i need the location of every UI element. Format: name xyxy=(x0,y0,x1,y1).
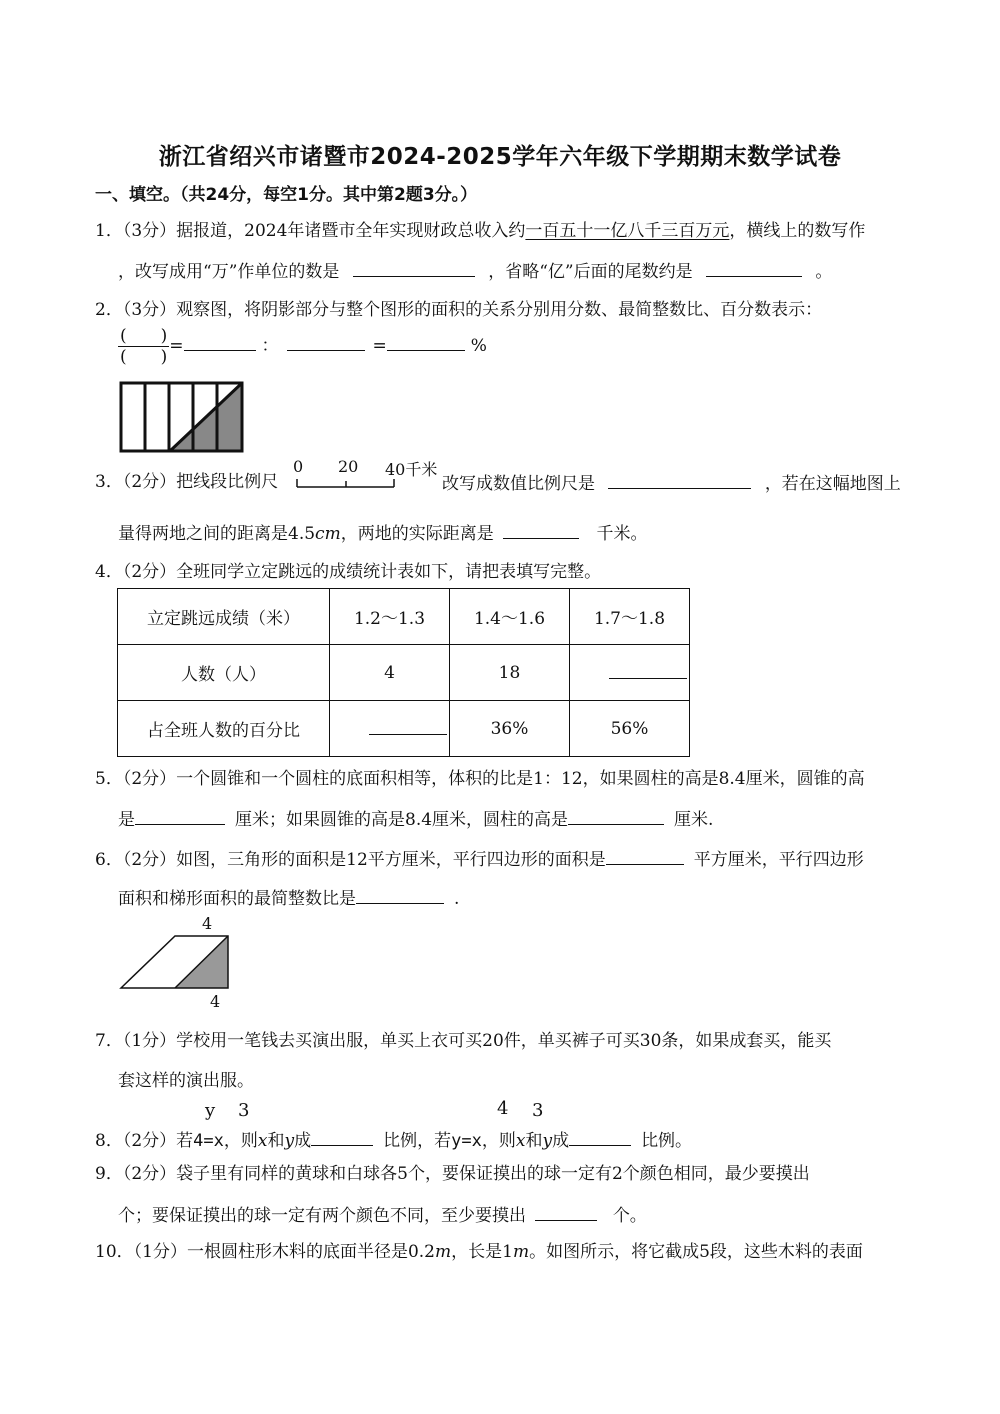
fraction-blank[interactable]: $\frac{( )}{( )}$ xyxy=(120,326,168,367)
question-number: 2． xyxy=(95,300,123,320)
question-number: 8． xyxy=(95,1131,123,1151)
answer-blank[interactable] xyxy=(706,259,802,277)
table-cell: 立定跳远成绩（米） xyxy=(118,589,330,645)
question-number: 4． xyxy=(95,562,123,582)
fraction-3-numerator: 4 xyxy=(497,1098,509,1119)
table-cell: 1.2～1.3 xyxy=(330,589,450,645)
answer-blank[interactable] xyxy=(287,333,365,351)
question-number: 1． xyxy=(95,221,123,241)
question-1-line-2: ，改写成用“万”作单位的数是 ，省略“亿”后面的尾数约是 。 xyxy=(118,259,832,283)
answer-blank[interactable] xyxy=(369,717,447,735)
answer-blank[interactable] xyxy=(606,847,684,865)
answer-blank[interactable] xyxy=(311,1128,373,1146)
question-9-line-2: 个；要保证摸出的球一定有两个颜色不同，至少要摸出 个。 xyxy=(118,1203,647,1227)
answer-blank[interactable] xyxy=(535,1203,597,1221)
table-cell: 1.7～1.8 xyxy=(570,589,690,645)
table-row xyxy=(118,701,690,757)
question-number: 9． xyxy=(95,1164,123,1184)
question-number: 7． xyxy=(95,1031,123,1051)
question-6-line-2: 面积和梯形面积的最简整数比是 . xyxy=(118,886,459,910)
table-cell: 1.4～1.6 xyxy=(450,589,570,645)
answer-blank[interactable] xyxy=(184,333,256,351)
question-3-line-2: 量得两地之间的距离是4.5cm，两地的实际距离是 千米。 xyxy=(118,521,648,545)
line-scale-bar xyxy=(294,477,398,489)
answer-blank[interactable] xyxy=(503,521,579,539)
table-row xyxy=(118,645,690,701)
answer-blank[interactable] xyxy=(609,661,687,679)
section-heading: 一、填空。（共24分，每空1分。其中第2题3分。） xyxy=(95,185,478,205)
question-8-line: 8．（2分）若4=x，则x和y成 比例，若y=x，则x和y成 比例。 xyxy=(95,1128,692,1152)
question-2-text: 2．（3分）观察图，将阴影部分与整个图形的面积的关系分别用分数、最简整数比、百分数表示： xyxy=(95,300,823,320)
question-6-line-1: 6．（2分）如图，三角形的面积是12平方厘米，平行四边形的面积是 平方厘米，平行四边形 xyxy=(95,847,864,871)
page-title: 浙江省绍兴市诸暨市2024-2025学年六年级下学期期末数学试卷 xyxy=(158,144,842,170)
question-5-line-2: 是 厘米；如果圆锥的高是8.4厘米，圆柱的高是 厘米. xyxy=(118,807,713,831)
answer-blank[interactable] xyxy=(568,807,664,825)
table-header-row xyxy=(118,589,690,645)
question-5-line-1: 5．（2分）一个圆锥和一个圆柱的底面积相等，体积的比是1：12，如果圆柱的高是8.4厘米，圆锥的高 xyxy=(95,769,865,789)
question-number: 5． xyxy=(95,769,123,789)
table-cell: 18 xyxy=(450,645,570,701)
question-7-line-1: 7．（1分）学校用一笔钱去买演出服，单买上衣可买20件，单买裤子可买30条，如果成套买，能买 xyxy=(95,1031,832,1051)
question-2-answer-row: $\frac{( )}{( )}$ = ： = % xyxy=(120,326,487,367)
answer-blank[interactable] xyxy=(608,471,751,489)
answer-blank[interactable] xyxy=(356,886,444,904)
figure-bottom-label: 4 xyxy=(210,992,221,1011)
question-1-line-1: 1．（3分）据报道，2024年诸暨市全年实现财政总收入约一百五十一亿八千三百万元，横线上的数写作 xyxy=(95,221,866,241)
table-cell: 56% xyxy=(570,701,690,757)
question-4-text: 4．（2分）全班同学立定跳远的成绩统计表如下，请把表填写完整。 xyxy=(95,562,602,582)
question-number: 6． xyxy=(95,850,123,870)
question-number: 3． xyxy=(95,472,123,492)
trapezoid-figure xyxy=(118,932,232,992)
shaded-rectangle-figure xyxy=(118,380,246,454)
table-cell xyxy=(330,701,450,757)
scale-bar-label-40: 40千米 xyxy=(385,460,438,479)
underlined-amount: 一百五十一亿八千三百万元 xyxy=(525,221,730,241)
figure-top-label: 4 xyxy=(202,914,213,933)
fraction-4-numerator: 3 xyxy=(532,1100,544,1121)
table-cell: 4 xyxy=(330,645,450,701)
answer-blank[interactable] xyxy=(569,1128,631,1146)
table-cell: 占全班人数的百分比 xyxy=(118,701,330,757)
question-number: 10． xyxy=(95,1242,134,1262)
scale-bar-label-20: 20 xyxy=(338,457,359,476)
question-3-line-1-cont: 改写成数值比例尺是 ，若在这幅地图上 xyxy=(442,471,901,495)
answer-blank[interactable] xyxy=(135,807,225,825)
table-cell: 人数（人） xyxy=(118,645,330,701)
answer-blank[interactable] xyxy=(387,333,465,351)
question-9-line-1: 9．（2分）袋子里有同样的黄球和白球各5个，要保证摸出的球一定有2个颜色相同，最少要摸出 xyxy=(95,1164,810,1184)
table-cell: 36% xyxy=(450,701,570,757)
jump-score-table xyxy=(117,588,690,757)
table-cell xyxy=(570,645,690,701)
question-10-line: 10．（1分）一根圆柱形木料的底面半径是0.2m，长是1m。如图所示，将它截成5段，这些木料的表面 xyxy=(95,1242,863,1262)
fraction-1-numerator: y xyxy=(205,1100,216,1121)
question-3-line-1: 3．（2分）把线段比例尺 xyxy=(95,472,279,492)
answer-blank[interactable] xyxy=(353,259,475,277)
scale-bar-label-0: 0 xyxy=(293,457,304,476)
fraction-2-numerator: 3 xyxy=(238,1100,250,1121)
question-7-line-2: 套这样的演出服。 xyxy=(118,1071,254,1091)
